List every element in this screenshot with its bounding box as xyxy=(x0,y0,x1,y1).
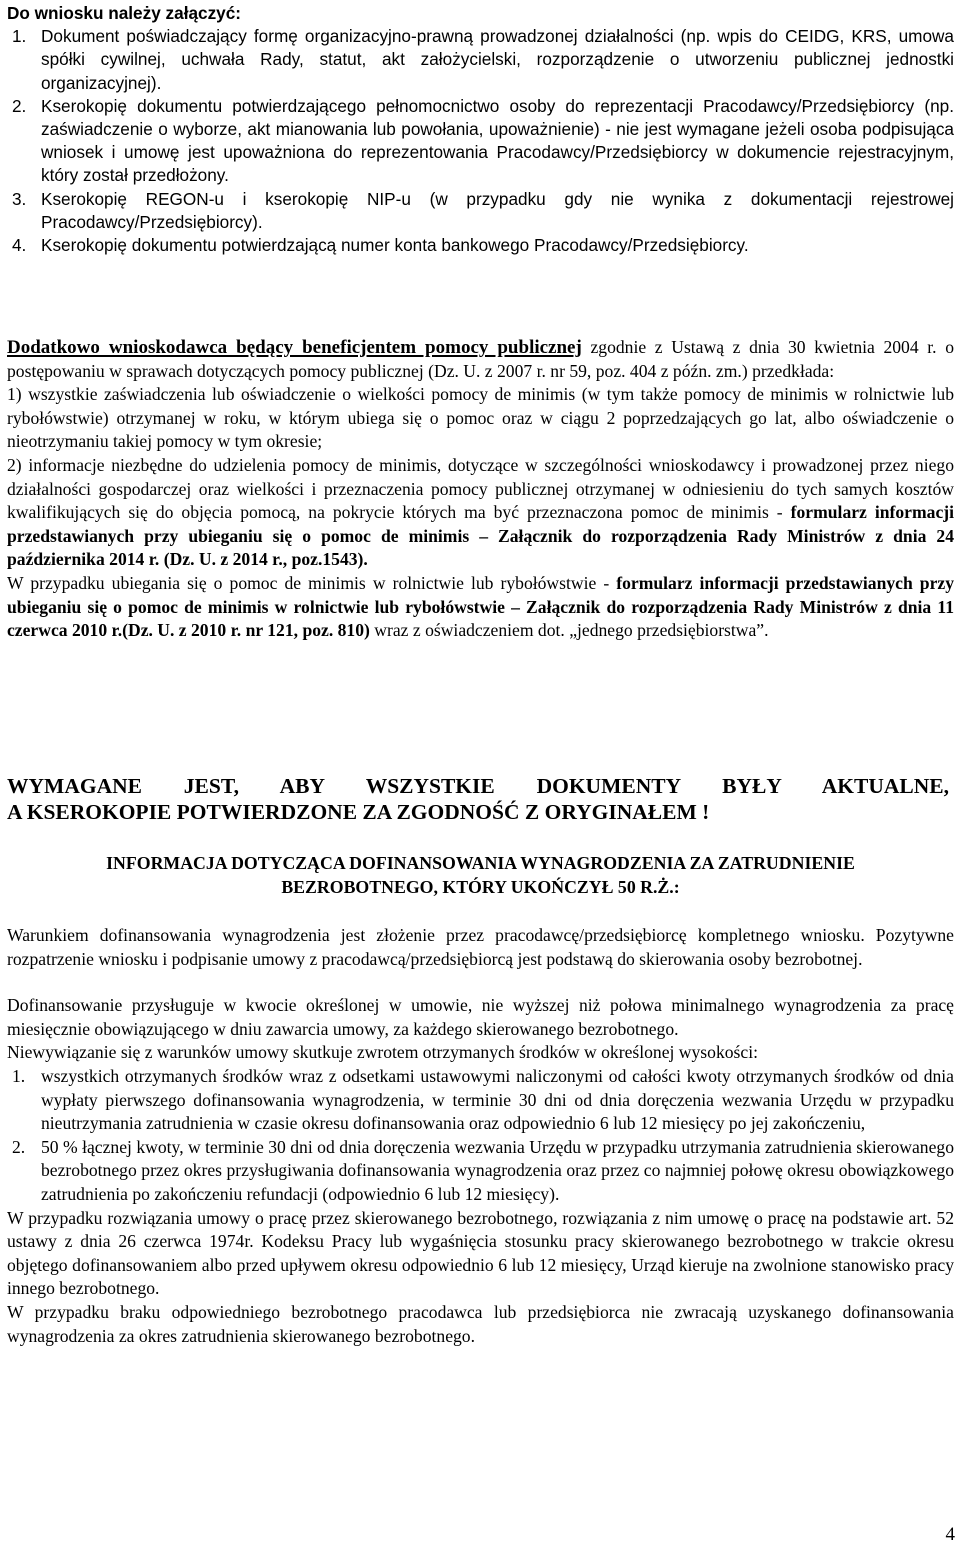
list-item-number: 4. xyxy=(12,235,27,256)
list-item-number: 1. xyxy=(12,26,27,47)
public-aid-fishery-text: W przypadku ubiegania się o pomoc de minimis w rolnictwie lub rybołówstwie - xyxy=(7,572,617,593)
attachments-section xyxy=(7,2,954,257)
public-aid-fishery xyxy=(7,572,954,643)
list-item-number: 2. xyxy=(12,95,27,116)
list-item-text: 50 % łącznej kwoty, w terminie 30 dni od dnia doręczenia wezwania Urzędu w przypadku utrzymania zatrudnienia skierowanego bezrobotnego przez okres przysługiwania dofinansowania wynagrodzenia oraz przez co najmniej połowę okresu obowiązkowego zatrudnienia po zakończeniu refundacji (odpowiednio 6 lub 12 miesięcy). xyxy=(41,1136,954,1204)
list-item-text: Dokument poświadczający formę organizacyjno-prawną prowadzonej działalności (np. wpis do CEIDG, KRS, umowa spółki cywilnej, uchwała Rady, statut, akt założycielski, rozporządzenie o utworzeniu publicznej jednostki organizacyjnej). xyxy=(41,26,954,93)
page-number: 4 xyxy=(945,1524,955,1545)
notice-line-2: A KSEROKOPIE POTWIERDZONE ZA ZGODNOŚĆ Z ORYGINAŁEM ! xyxy=(7,800,710,824)
list-item-number: 1. xyxy=(12,1065,26,1086)
info-paragraph-1: Warunkiem dofinansowania wynagrodzenia jest złożenie przez pracodawcę/przedsiębiorcę kompletnego wniosku. Pozytywne rozpatrzenie wniosku i podpisanie umowy z pracodawcą/przedsiębiorcą jest podstawą do skierowania osoby bezrobotnej. xyxy=(7,925,954,969)
info-paragraph-3: Niewywiązanie się z warunków umowy skutkuje zwrotem otrzymanych środków w określonej wysokości: xyxy=(7,1042,758,1063)
info-title-line-2: BEZROBOTNEGO, KTÓRY UKOŃCZYŁ 50 R.Ż.: xyxy=(281,877,680,897)
list-item xyxy=(7,188,954,234)
info-title xyxy=(7,851,954,899)
info-paragraph-2: Dofinansowanie przysługuje w kwocie określonej w umowie, nie wyższej niż połowa minimalnego wynagrodzenia za pracę miesięcznie obowiązującego w dniu zawarcia umowy, za każdego skierowanego bezrobotnego. xyxy=(7,995,954,1039)
info-paragraph-4: W przypadku rozwiązania umowy o pracę przez skierowanego bezrobotnego, rozwiązania z nim umowę o pracę na podstawie art. 52 ustawy z dnia 26 czerwca 1974r. Kodeksu Pracy lub wygaśnięcia stosunku pracy skierowanego bezrobotnego w trakcie okresu objętego dofinansowaniem albo przed upływem okresu odpowiednio 6 lub 12 miesięcy, Urząd kieruje na zwolnione stanowisko pracy innego bezrobotnego. xyxy=(7,1207,954,1299)
info-paragraph-5: W przypadku braku odpowiedniego bezrobotnego pracodawca lub przedsiębiorca nie zwracają uzyskanego dofinansowania wynagrodzenia za okres zatrudnienia skierowanego bezrobotnego. xyxy=(7,1301,954,1346)
public-aid-item-1: 1) wszystkie zaświadczenia lub oświadczenie o wielkości pomocy de minimis (w tym także pomocy de minimis w rolnictwie lub rybołówstwie) otrzymanej w roku, w którym ubiega się o pomoc oraz w ciągu 2 poprzedzających go lat, albo oświadczenie o nieotrzymaniu takiej pomocy w tym okresie; xyxy=(7,384,954,452)
list-item xyxy=(7,1065,954,1136)
attachments-list xyxy=(7,25,954,257)
list-item-text: Kserokopię dokumentu potwierdzającą numer konta bankowego Pracodawcy/Przedsiębiorcy. xyxy=(41,235,749,256)
list-item xyxy=(7,25,954,95)
public-aid-intro-rest: zgodnie z Ustawą z dnia 30 kwietnia 2004 r. o postępowaniu w sprawach dotyczących pomocy publicznej (Dz. U. z 2007 r. nr 59, poz. 404 z późn. zm.) przedkłada: xyxy=(7,337,954,381)
list-item-number: 2. xyxy=(12,1136,26,1157)
list-item xyxy=(7,95,954,188)
refunds-list xyxy=(7,1065,954,1207)
public-aid-fishery-rest: wraz z oświadczeniem dot. „jednego przedsiębiorstwa”. xyxy=(369,620,769,641)
info-title-line-1: INFORMACJA DOTYCZĄCA DOFINANSOWANIA WYNAGRODZENIA ZA ZATRUDNIENIE xyxy=(106,853,855,873)
attachments-heading: Do wniosku należy załączyć: xyxy=(7,3,242,23)
info-body xyxy=(7,924,954,1348)
list-item xyxy=(7,234,954,257)
public-aid-item-2 xyxy=(7,454,954,572)
list-item-text: wszystkich otrzymanych środków wraz z odsetkami ustawowymi naliczonymi od całości kwoty otrzymanych środków od dnia wypłaty pierwszego dofinansowania wynagrodzenia, w terminie 30 dni od dnia doręczenia wezwania Urzędu w przypadku nieutrzymania zatrudnienia w czasie okresu dofinansowania oraz odpowiednio 6 lub 12 miesięcy po jej zakończeniu, xyxy=(41,1065,954,1134)
public-aid-item-2-bold: formularz informacji przedstawianych przy ubieganiu się o pomoc de minimis – Załącznik do rozporządzenia Rady Ministrów z dnia 24 października 2014 r. (Dz. U. z 2014 r., poz.1543). xyxy=(7,502,954,570)
list-item-text: Kserokopię dokumentu potwierdzającego pełnomocnictwo osoby do reprezentacji Pracodawcy/Przedsiębiorcy (np. zaświadczenie o wyborze, akt mianowania lub powołania, upoważnienie) - nie jest wymagane jeżeli osoba podpisująca wniosek i umowę jest upoważniona do reprezentowania Pracodawcy/Przedsiębiorcy w dokumencie rejestracyjnym, który został przedłożony. xyxy=(41,95,954,186)
list-item-text: Kserokopię REGON-u i kserokopię NIP-u (w przypadku gdy nie wynika z dokumentacji rejestrowej Pracodawcy/Przedsiębiorcy). xyxy=(41,188,954,232)
public-aid-fishery-bold: formularz informacji przedstawianych przy ubieganiu się o pomoc de minimis w rolnictwie lub rybołówstwie – Załącznik do rozporządzenia Rady Ministrów z dnia 11 czerwca 2010 r.(Dz. U. z 2010 r. nr 121, poz. 810) xyxy=(7,572,954,641)
list-item-number: 3. xyxy=(12,188,27,209)
public-aid-intro-underlined: Dodatkowo wnioskodawca będący beneficjentem pomocy publicznej xyxy=(7,337,582,358)
notice-line-1: WYMAGANE JEST, ABY WSZYSTKIE DOKUMENTY BYŁY AKTUALNE, xyxy=(7,774,949,798)
public-aid-section xyxy=(7,336,954,643)
public-aid-intro xyxy=(7,336,954,383)
public-aid-item-2-text: 2) informacje niezbędne do udzielenia pomocy de minimis, dotyczące w szczególności wnioskodawcy i prowadzonej przez niego działalności gospodarczej oraz wielkości i przeznaczenia pomocy publicznej otrzymanej w odniesieniu do tych samych kosztów kwalifikujących się do objęcia pomocą, na pokrycie których ma być przeznaczona pomoc de minimis - xyxy=(7,454,954,523)
list-item xyxy=(7,1136,954,1207)
